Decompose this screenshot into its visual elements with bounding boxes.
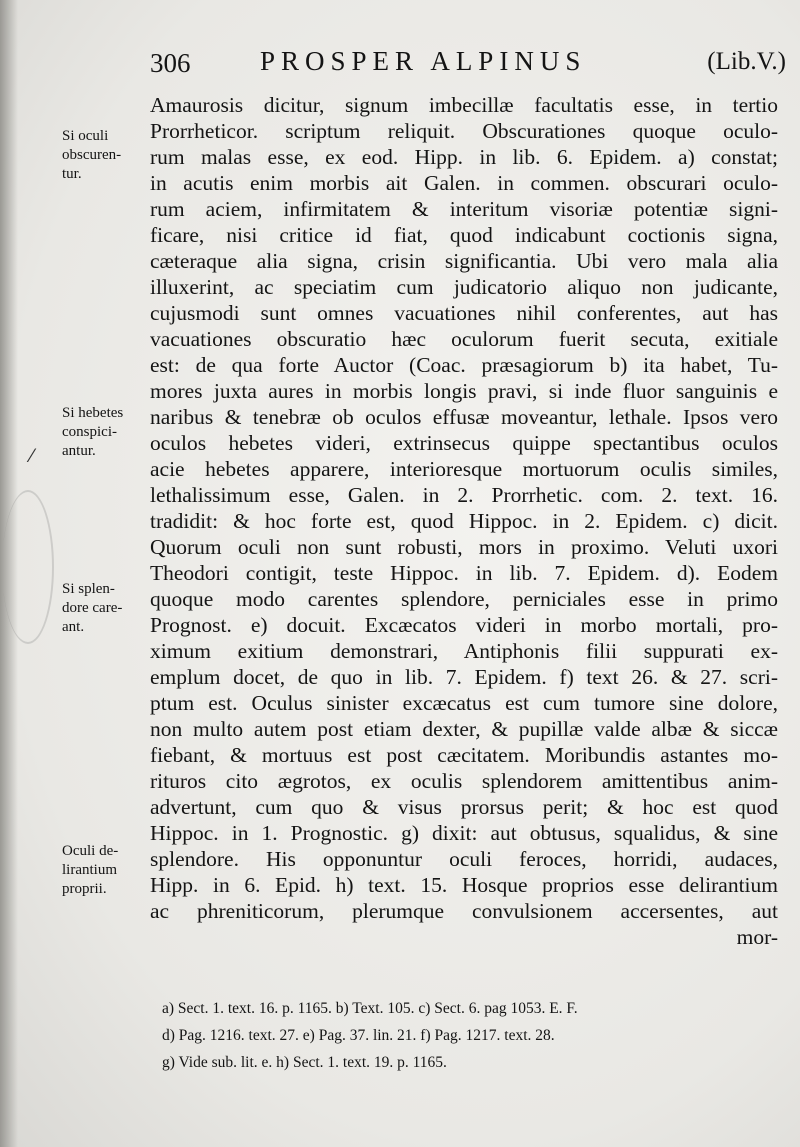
catchword: mor- [736, 925, 778, 949]
text-line: est: de qua forte Auctor (Coac. præsagiorum b) ita habet, Tu- [150, 353, 778, 377]
text-line: splendore. His opponuntur oculi feroces, horridi, audaces, [150, 847, 778, 871]
margin-note-obscured-eyes: Si oculi obscuren- tur. [62, 128, 122, 182]
book-reference: (Lib.V.) [707, 48, 786, 75]
text-line: Amaurosis dicitur, signum imbecillæ facultatis esse, in tertio [150, 93, 778, 117]
margin-note-lacking-splendor: Si splen- dore care- ant. [62, 581, 123, 635]
text-line: emplum docet, de quo in lib. 7. Epidem. f) text 26. & 27. scri- [150, 665, 778, 689]
margin-note-delirium-eyes: Oculi de- lirantium proprii. [62, 843, 119, 897]
text-line: tradidit: & hoc forte est, quod Hippoc. in 2. Epidem. c) dicit. [150, 509, 778, 533]
body-text [150, 92, 778, 950]
running-title: PROSPER ALPINUS [260, 46, 587, 76]
text-line: rum aciem, infirmitatem & interitum visoriæ potentiæ signi- [150, 197, 778, 221]
text-line: quoque modo carentes splendore, perniciales esse in primo [150, 587, 778, 611]
pencil-mark-icon: ⁄ [30, 446, 34, 467]
footnotes [162, 995, 782, 1076]
text-line: ximum exitium demonstrari, Antiphonis filii suppurati ex- [150, 639, 778, 663]
footnote-line: g) Vide sub. lit. e. h) Sect. 1. text. 19. p. 1165. [162, 1054, 447, 1071]
text-line: oculos hebetes videri, extrinsecus quippe spectantibus oculos [150, 431, 778, 455]
text-line: Hippoc. in 1. Prognostic. g) dixit: aut obtusus, squalidus, & sine [150, 821, 778, 845]
text-line: Theodori contigit, teste Hippoc. in lib. 7. Epidem. d). Eodem [150, 561, 778, 585]
text-line: ptum est. Oculus sinister excæcatus est cum tumore sine dolore, [150, 691, 778, 715]
text-line: Quorum oculi non sunt robusti, mors in proximo. Veluti uxori [150, 535, 778, 559]
text-line: vacuationes obscuratio hæc oculorum fuerit secuta, exitiale [150, 327, 778, 351]
text-line: naribus & tenebræ ob oculos effusæ moveantur, lethale. Ipsos vero [150, 405, 778, 429]
text-line: ac phreniticorum, plerumque convulsionem accersentes, aut [150, 899, 778, 923]
text-line: in acutis enim morbis ait Galen. in commen. obscurari oculo- [150, 171, 778, 195]
text-line: Prognost. e) docuit. Excæcatos videri in morbo mortali, pro- [150, 613, 778, 637]
text-line: lethalissimum esse, Galen. in 2. Prorrhetic. com. 2. text. 16. [150, 483, 778, 507]
text-line: cæteraque alia signa, crisin significantia. Ubi vero mala alia [150, 249, 778, 273]
text-line: rum malas esse, ex eod. Hipp. in lib. 6. Epidem. a) constat; [150, 145, 778, 169]
text-line: rituros cito ægrotos, ex oculis splendorem amittentibus anim- [150, 769, 778, 793]
text-line: acie hebetes apparere, interioresque mortuorum oculis similes, [150, 457, 778, 481]
page-header [150, 42, 790, 82]
text-line: Prorrheticor. scriptum reliquit. Obscurationes quoque oculo- [150, 119, 778, 143]
page-number: 306 [150, 48, 191, 78]
library-stamp-trace [2, 490, 54, 644]
text-line: fiebant, & mortuus est post cæcitatem. Moribundis astantes mo- [150, 743, 778, 767]
text-line: mores juxta aures in morbis longis pravi, si inde fluor sanguinis e [150, 379, 778, 403]
footnote-line: a) Sect. 1. text. 16. p. 1165. b) Text. 105. c) Sect. 6. pag 1053. E. F. [162, 1000, 578, 1017]
text-line: Hipp. in 6. Epid. h) text. 15. Hosque proprios esse delirantium [150, 873, 778, 897]
margin-note-dull-eyes: Si hebetes conspici- antur. [62, 405, 124, 459]
text-line: cujusmodi sunt omnes vacuationes nihil conferentes, aut has [150, 301, 778, 325]
text-line: ficare, nisi critice id fiat, quod indicabunt coctionis signa, [150, 223, 778, 247]
footnote-line: d) Pag. 1216. text. 27. e) Pag. 37. lin. 21. f) Pag. 1217. text. 28. [162, 1027, 555, 1044]
text-line: advertunt, cum quo & visus prorsus perit; & hoc est quod [150, 795, 778, 819]
text-line: illuxerint, ac speciatim cum judicatorio aliquo non judicante, [150, 275, 778, 299]
text-line: non multo autem post etiam dexter, & pupillæ valde albæ & siccæ [150, 717, 778, 741]
